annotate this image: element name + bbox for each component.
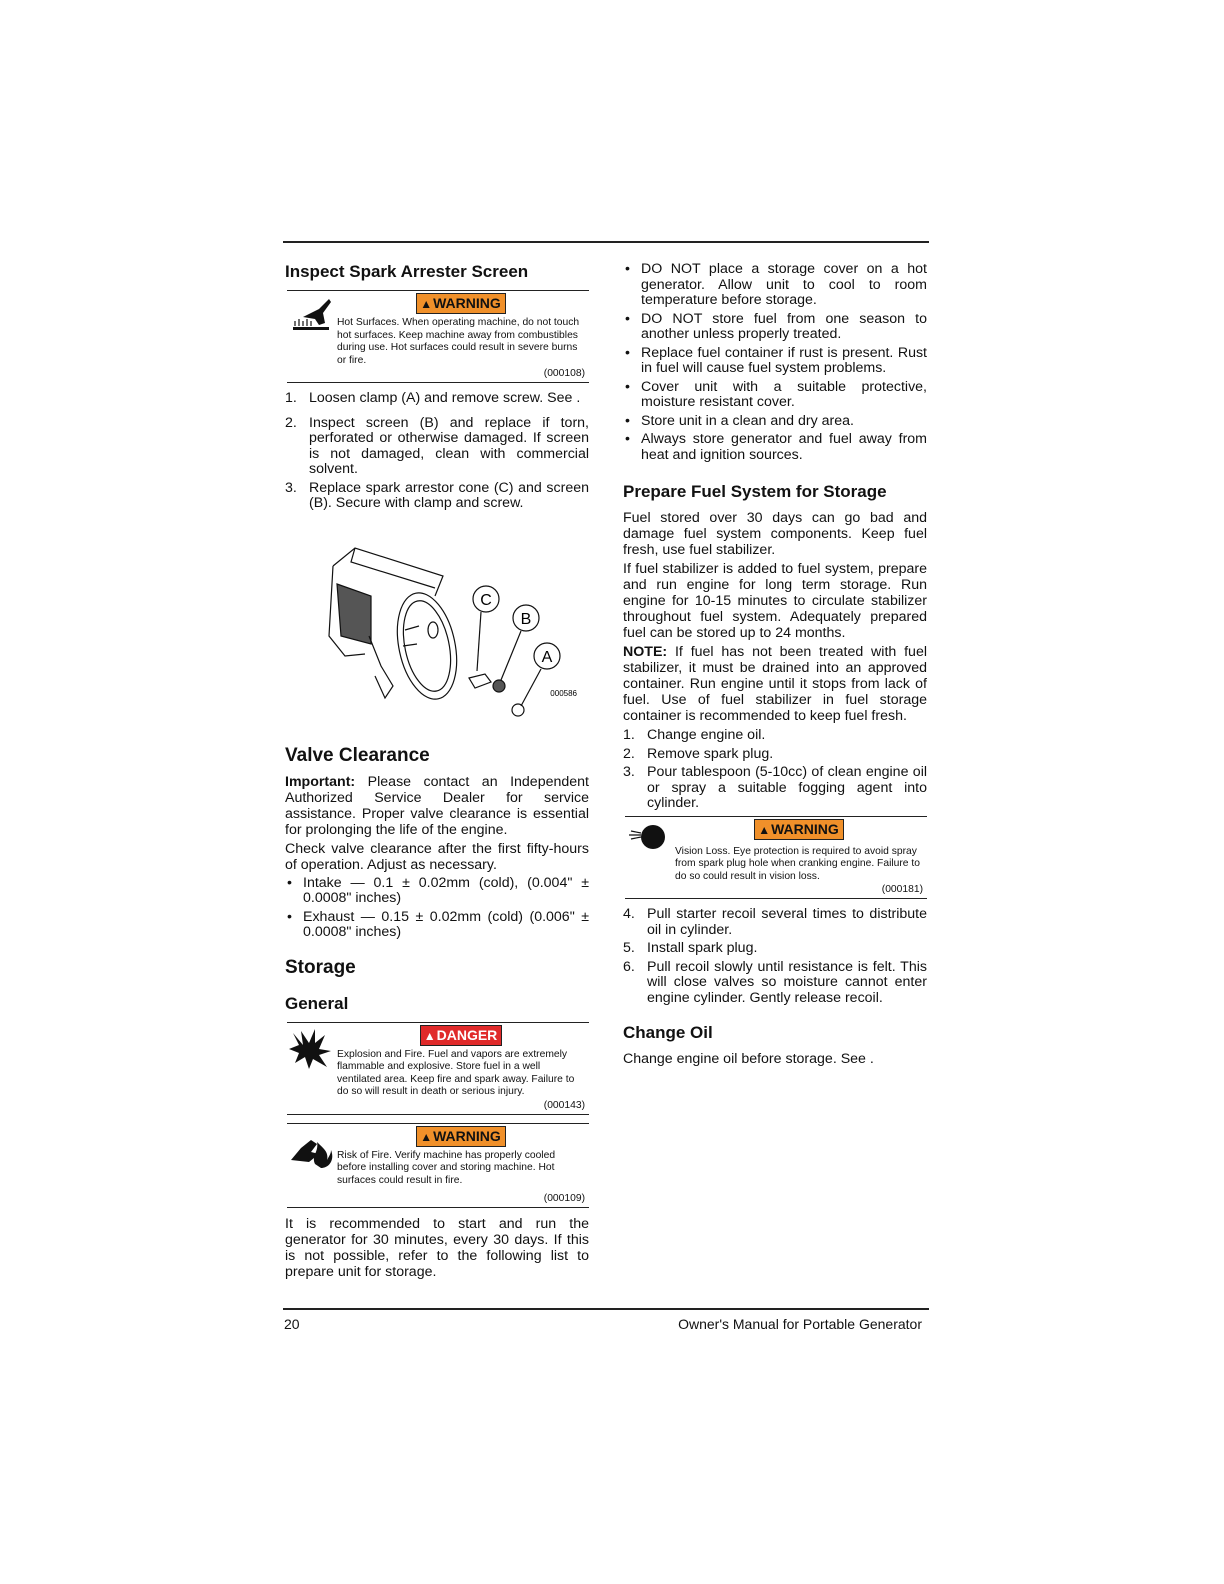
hot-surface-warning bbox=[287, 290, 589, 383]
list-item: 2. Inspect screen (B) and replace if torn, perforated or otherwise damaged. If screen is not damaged, clean with commercial solvent. bbox=[285, 414, 589, 477]
callout-b: B bbox=[520, 610, 532, 628]
fuel-steps-b bbox=[623, 907, 927, 1006]
list-item: 2. Remove spark plug. bbox=[623, 745, 774, 762]
left-column bbox=[285, 262, 589, 1283]
list-item: 5. Install spark plug. bbox=[623, 940, 758, 956]
list-item: 3. Pour tablespoon (5-10cc) of clean engine oil or spray a suitable fogging agent into cylinder. bbox=[623, 764, 927, 811]
callout-c: C bbox=[480, 591, 492, 609]
spark-arrester-figure bbox=[285, 526, 589, 726]
check-paragraph: Check valve clearance after the first fifty-hours of operation. Adjust as necessary. bbox=[285, 840, 589, 873]
note-paragraph: NOTE: If fuel has not been treated with fuel stabilizer, it must be drained into an approved container. Run engine until it stops from lack of fuel. Use of fuel stabilizer in fuel storage container is recommended to keep fuel fresh. bbox=[623, 644, 927, 724]
figure-code: 000586 bbox=[550, 688, 577, 698]
list-item: 1. Loosen clamp (A) and remove screw. See . bbox=[285, 390, 581, 406]
valve-bullets bbox=[285, 876, 589, 941]
warning-signal-word: ▲WARNING bbox=[416, 293, 506, 314]
danger-code: (000143) bbox=[543, 1099, 585, 1111]
bottom-rule bbox=[283, 1308, 929, 1310]
warning-code: (000181) bbox=[881, 884, 923, 895]
section-title-fuel-storage: Prepare Fuel System for Storage bbox=[623, 482, 887, 501]
list-item: 6. Pull recoil slowly until resistance is felt. This will close valves so moisture cannot enter engine cylinder. Gently release recoil. bbox=[623, 958, 927, 1006]
hot-surface-hand-icon bbox=[289, 297, 333, 337]
list-item: • Replace fuel container if rust is present. Rust in fuel will cause fuel system problems. bbox=[625, 344, 927, 376]
warning-text: Vision Loss. Eye protection is required to avoid spray from spark plug hole when cranking engine. Failure to do so could result in vision loss. bbox=[675, 845, 920, 882]
warning-code: (000109) bbox=[543, 1193, 585, 1204]
eye-spray-icon bbox=[627, 823, 671, 863]
fuel-steps-a bbox=[623, 728, 927, 812]
fuel-paragraph-1: Fuel stored over 30 days can go bad and damage fuel system components. Keep fuel fresh, use fuel stabilizer. bbox=[623, 510, 927, 558]
top-rule bbox=[283, 241, 929, 243]
right-column bbox=[623, 262, 927, 1070]
callout-a: A bbox=[541, 648, 553, 666]
list-item: 1. Change engine oil. bbox=[623, 727, 766, 743]
spark-arrester-illustration bbox=[285, 526, 589, 726]
fire-hand-icon bbox=[289, 1130, 333, 1170]
danger-signal-word: ▲DANGER bbox=[420, 1025, 503, 1046]
list-item: 3. Replace spark arrestor cone (C) and screen (B). Secure with clamp and screw. bbox=[285, 479, 589, 511]
fire-risk-warning bbox=[287, 1123, 589, 1209]
section-title-storage: Storage bbox=[285, 956, 356, 978]
list-item: • Exhaust — 0.15 ± 0.02mm (cold) (0.006" ± 0.0008" inches) bbox=[287, 908, 589, 940]
warning-signal-word: ▲WARNING bbox=[416, 1126, 506, 1147]
list-item: • Store unit in a clean and dry area. bbox=[625, 412, 854, 429]
explosion-danger bbox=[287, 1022, 589, 1115]
list-item: • Cover unit with a suitable protective, moisture resistant cover. bbox=[625, 378, 927, 410]
warning-code: (000108) bbox=[543, 368, 585, 379]
fuel-paragraph-2: If fuel stabilizer is added to fuel system, prepare and run engine for long term storage. Run engine for 10-15 minutes to circulate stabilizer throughout fuel system. Adequately prepared fuel can be stored up to 24 months. bbox=[623, 561, 927, 641]
important-paragraph: Important: Please contact an Independent Authorized Service Dealer for service assistance. Proper valve clearance is essential for prolonging the life of the engine. bbox=[285, 773, 589, 838]
list-item: • DO NOT place a storage cover on a hot generator. Allow unit to cool to room temperature before storage. bbox=[625, 261, 927, 308]
storage-bullets bbox=[623, 262, 927, 463]
subsection-title-general: General bbox=[285, 993, 349, 1013]
section-title-valve-clearance: Valve Clearance bbox=[285, 744, 430, 766]
explosion-icon bbox=[289, 1029, 333, 1069]
warning-text: Risk of Fire. Verify machine has properly cooled before installing cover and storing machine. Hot surfaces could result in fire. bbox=[337, 1149, 556, 1186]
list-item: • Intake — 0.1 ± 0.02mm (cold), (0.004" ± 0.0008" inches) bbox=[287, 874, 589, 906]
footer-title: Owner's Manual for Portable Generator bbox=[678, 1316, 922, 1332]
list-item: 4. Pull starter recoil several times to distribute oil in cylinder. bbox=[623, 906, 927, 938]
section-title-spark-arrester: Inspect Spark Arrester Screen bbox=[285, 262, 529, 281]
list-item: • Always store generator and fuel away from heat and ignition sources. bbox=[625, 431, 927, 463]
spark-steps bbox=[285, 391, 589, 512]
change-oil-paragraph: Change engine oil before storage. See . bbox=[623, 1051, 874, 1067]
warning-text: Hot Surfaces. When operating machine, do not touch hot surfaces. Keep machine away from combustibles during use. Hot surfaces could result in severe burns or fire. bbox=[337, 317, 580, 366]
vision-loss-warning bbox=[625, 816, 927, 900]
section-title-change-oil: Change Oil bbox=[623, 1023, 713, 1042]
danger-text: Explosion and Fire. Fuel and vapors are extremely flammable and explosive. Store fuel in a well ventilated area. Keep fire and spark away. Failure to do so will result in death or serious injury. bbox=[337, 1048, 575, 1097]
page-number: 20 bbox=[284, 1316, 300, 1332]
warning-signal-word: ▲WARNING bbox=[754, 819, 844, 840]
storage-intro-paragraph: It is recommended to start and run the generator for 30 minutes, every 30 days. If this is not possible, refer to the following list to prepare unit for storage. bbox=[285, 1216, 589, 1280]
list-item: • DO NOT store fuel from one season to another unless properly treated. bbox=[625, 310, 927, 342]
